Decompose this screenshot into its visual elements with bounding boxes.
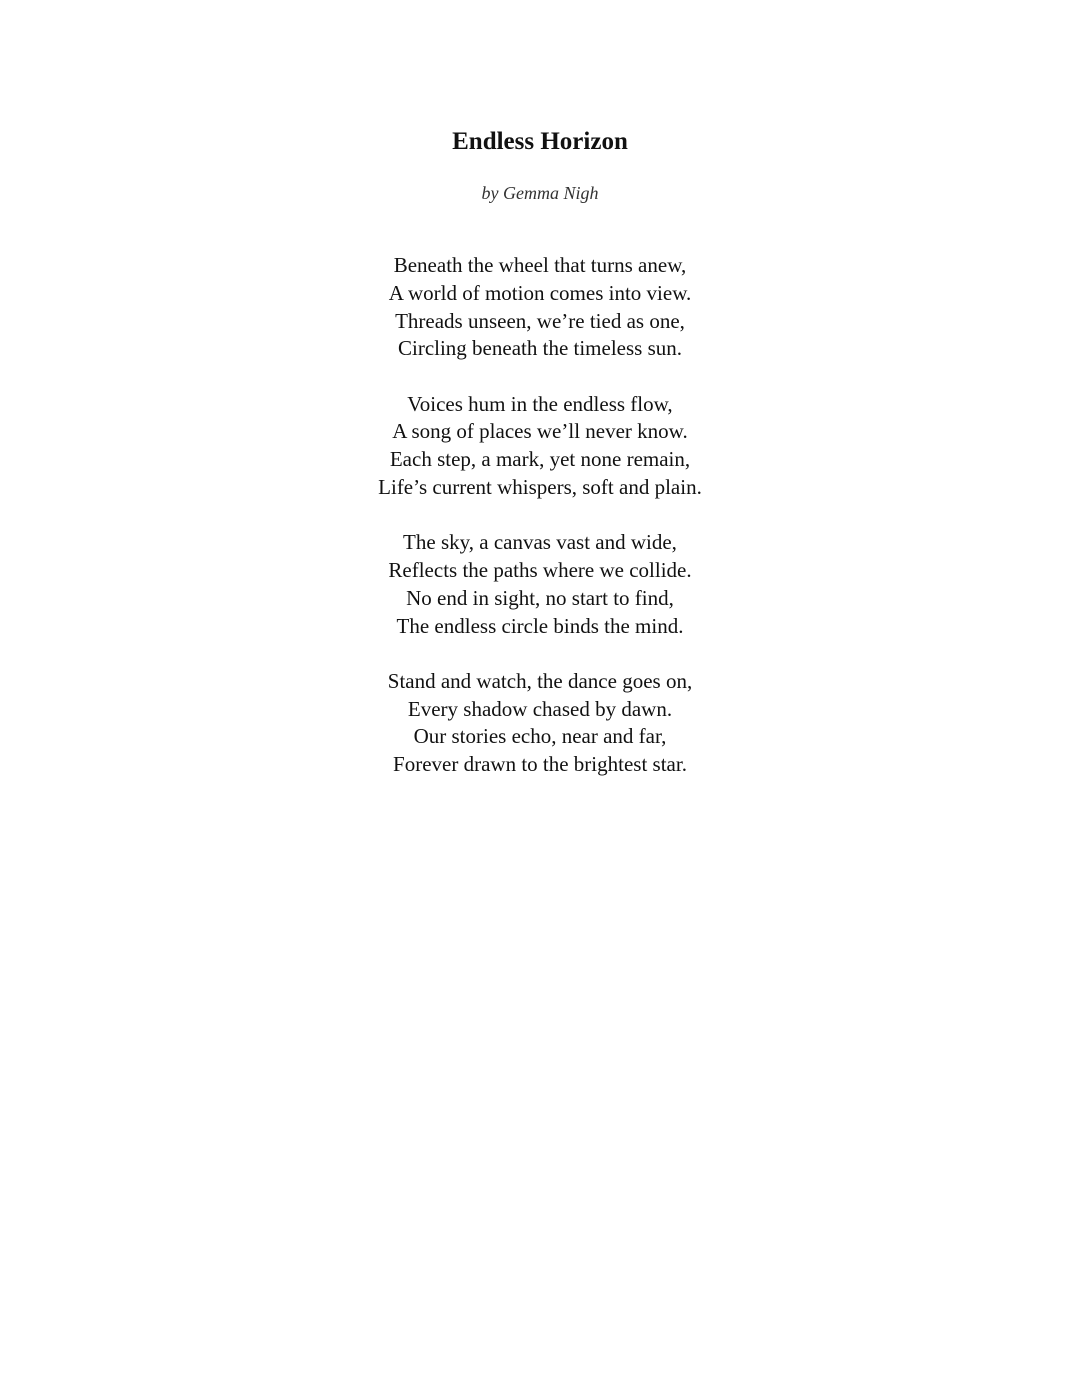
poem-body [0,252,1080,806]
poem-line: Life’s current whispers, soft and plain. [378,474,702,499]
poem-line: Forever drawn to the brightest star. [393,752,687,777]
poem-line: Threads unseen, we’re tied as one, [395,308,685,333]
poem-title: Endless Horizon [452,128,628,155]
poem-line: The endless circle binds the mind. [396,613,684,638]
poem-line: No end in sight, no start to find, [406,585,674,610]
poem-line: Our stories echo, near and far, [413,724,667,749]
poem-line: A world of motion comes into view. [388,280,692,305]
poem-line: Every shadow chased by dawn. [407,696,673,721]
stanza-2 [0,391,1080,502]
poem-line: Stand and watch, the dance goes on, [387,668,693,693]
stanza-1 [0,252,1080,363]
poem-line: The sky, a canvas vast and wide, [403,530,677,555]
stanza-3 [0,529,1080,640]
stanza-4 [0,668,1080,779]
poem-line: Beneath the wheel that turns anew, [393,253,687,277]
poem-line: Circling beneath the timeless sun. [397,336,683,361]
poem-line: Reflects the paths where we collide. [388,557,692,582]
poem-line: A song of places we’ll never know. [392,419,688,444]
poem-line: Voices hum in the endless flow, [407,391,673,416]
poem-byline: by Gemma Nigh [481,183,599,203]
poem-line: Each step, a mark, yet none remain, [389,447,691,472]
